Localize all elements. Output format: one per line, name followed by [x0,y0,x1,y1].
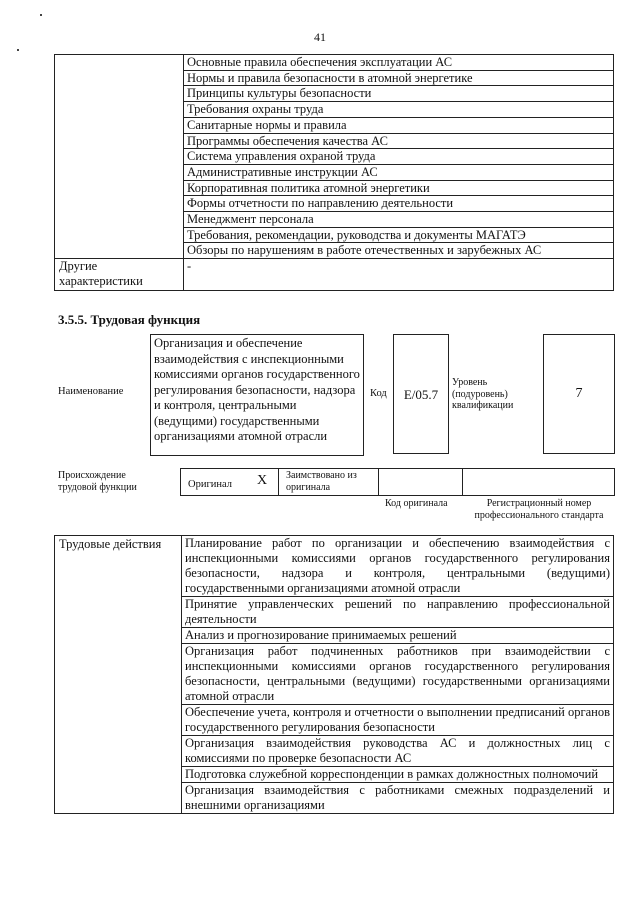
level-box [543,334,615,454]
knowledge-item: Требования, рекомендации, руководства и документы МАГАТЭ [184,227,614,243]
level-value: 7 [575,386,583,401]
labor-action-item: Организация взаимодействия с работниками смежных подразделений и внешними организациями [182,783,614,814]
labor-action-item: Подготовка служебной корреспонденции в рамках должностных полномочий [182,767,614,783]
knowledge-item: Корпоративная политика атомной энергетики [184,180,614,196]
name-label: Наименование [58,386,124,397]
labor-action-item: Анализ и прогнозирование принимаемых решений [182,628,614,644]
original-cell [180,468,279,496]
other-characteristics-label: Другие характеристики [55,259,184,291]
knowledge-item: Принципы культуры безопасности [184,86,614,102]
page-number: 41 [314,30,326,44]
code-label: Код [370,388,387,399]
labor-actions-label: Трудовые действия [55,536,182,814]
borrowed-cell [278,468,379,496]
knowledge-label-cell [55,55,184,259]
original-mark: X [257,473,268,488]
knowledge-item: Санитарные нормы и правила [184,117,614,133]
knowledge-item: Система управления охраной труда [184,149,614,165]
knowledge-item: Обзоры по нарушениям в работе отечественных и зарубежных АС [184,243,614,259]
knowledge-item: Нормы и правила безопасности в атомной энергетике [184,70,614,86]
knowledge-item: Программы обеспечения качества АС [184,133,614,149]
section-heading: 3.5.5. Трудовая функция [58,312,201,327]
scan-speck [17,49,19,51]
other-characteristics-value: - [184,259,614,291]
labor-action-item: Организация взаимодействия руководства АС и должностных лиц с комиссиями по проверке безопасности АС [182,736,614,767]
labor-action-item: Обеспечение учета, контроля и отчетности о выполнении предписаний органов государственного регулирования безопасности [182,705,614,736]
knowledge-item: Требования охраны труда [184,102,614,118]
reg-number-caption: Регистрационный номер профессионального стандарта [474,498,604,521]
code-box [393,334,449,454]
origin-code-cell [378,468,463,496]
knowledge-item: Менеджмент персонала [184,212,614,228]
code-value: E/05.7 [403,387,439,402]
labor-action-item: Организация работ подчиненных работников при взаимодействии с инспекционными комиссиями органов государственного регулирования безопасности, центральными (ведущими) государственными организациями атомной отрасли [182,644,614,705]
origin-label: Происхождение трудовой функции [58,470,137,493]
level-label: Уровень (подуровень) квалификации [452,377,514,411]
knowledge-item: Основные правила обеспечения эксплуатации АС [184,55,614,71]
labor-action-item: Планирование работ по организации и обеспечению взаимодействия с инспекционными комиссиями органов государственного регулирования безопасности, надзора и контроля, центральными (ведущими) государственными организациями атомной отрасли [182,536,614,597]
knowledge-table [54,54,614,291]
origin-code-caption: Код оригинала [385,498,448,509]
knowledge-item: Формы отчетности по направлению деятельности [184,196,614,212]
labor-action-item: Принятие управленческих решений по направлению профессиональной деятельности [182,597,614,628]
labor-actions-table [54,535,614,814]
function-name-box: Организация и обеспечение взаимодействия с инспекционными комиссиями органов государственного регулирования безопасности, надзора и контроля, центральными (ведущими) государственными организациями атомной отрасли [150,334,364,456]
borrowed-label: Заимствовано из оригинала [286,470,357,493]
original-label: Оригинал [188,479,232,490]
reg-number-cell [462,468,615,496]
knowledge-item: Административные инструкции АС [184,164,614,180]
scan-speck [40,14,42,16]
